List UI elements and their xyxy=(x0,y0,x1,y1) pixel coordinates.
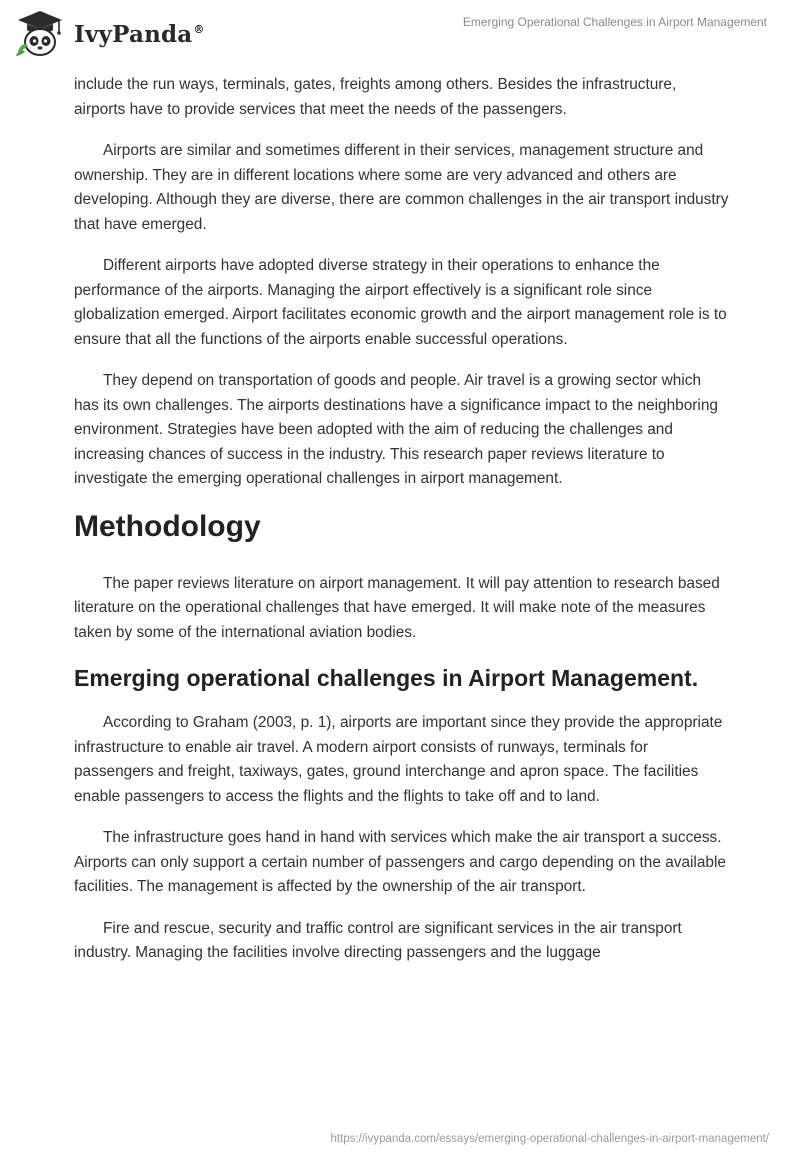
document-title: Emerging Operational Challenges in Airport Management xyxy=(462,15,767,29)
paragraph-4: They depend on transportation of goods and people. Air travel is a growing sector which has its own challenges. The airports destinations have a significance impact to the neighboring environment. Strategies have been adopted with the aim of reducing the challenges and increasing chances of success in the industry. This research paper reviews literature to investigate the emerging operational challenges in airport management. xyxy=(74,372,718,487)
paragraph-5: The paper reviews literature on airport management. It will pay attention to research based literature on the operational challenges that have emerged. It will make note of the measures taken by some of the international aviation bodies. xyxy=(74,574,720,641)
heading-methodology: Methodology xyxy=(74,509,261,543)
panda-graduate-icon xyxy=(14,8,66,60)
paragraph-2: Airports are similar and sometimes different in their services, management structure and ownership. They are in different locations where some are very advanced and others are developing. Although they are diverse, there are common challenges in the air transport industry that have emerged. xyxy=(74,142,729,233)
paragraph-1: include the run ways, terminals, gates, freights among others. Besides the infrastructure, airports have to provide services that meet the needs of the passengers. xyxy=(74,76,677,118)
paragraph-6: According to Graham (2003, p. 1), airports are important since they provide the appropriate infrastructure to enable air travel. A modern airport consists of runways, terminals for passengers and freight, taxiways, gates, ground interchange and apron space. The facilities enable passengers to access the flights and the flights to take off and to land. xyxy=(74,714,723,805)
brand-name: IvyPanda® xyxy=(74,20,205,48)
paragraph-8: Fire and rescue, security and traffic control are significant services in the air transport industry. Managing the facilities involve directing passengers and the luggage xyxy=(74,919,682,961)
heading-emerging-challenges: Emerging operational challenges in Airport Management. xyxy=(74,665,699,691)
registered-mark: ® xyxy=(193,22,205,36)
page-header xyxy=(0,0,800,70)
paragraph-3: Different airports have adopted diverse strategy in their operations to enhance the performance of the airports. Managing the airport effectively is a significant role since globalization emerged. Airport facilitates economic growth and the airport management role is to ensure that all the functions of the airports enable successful operations. xyxy=(74,257,727,348)
essay-body xyxy=(74,73,730,983)
source-url[interactable]: https://ivypanda.com/essays/emerging-operational-challenges-in-airport-management/ xyxy=(330,1133,769,1145)
paragraph-7: The infrastructure goes hand in hand with services which make the air transport a success. Airports can only support a certain number of passengers and cargo depending on the available facilities. The management is affected by the ownership of the air transport. xyxy=(74,829,726,895)
ivypanda-logo[interactable] xyxy=(14,8,205,60)
